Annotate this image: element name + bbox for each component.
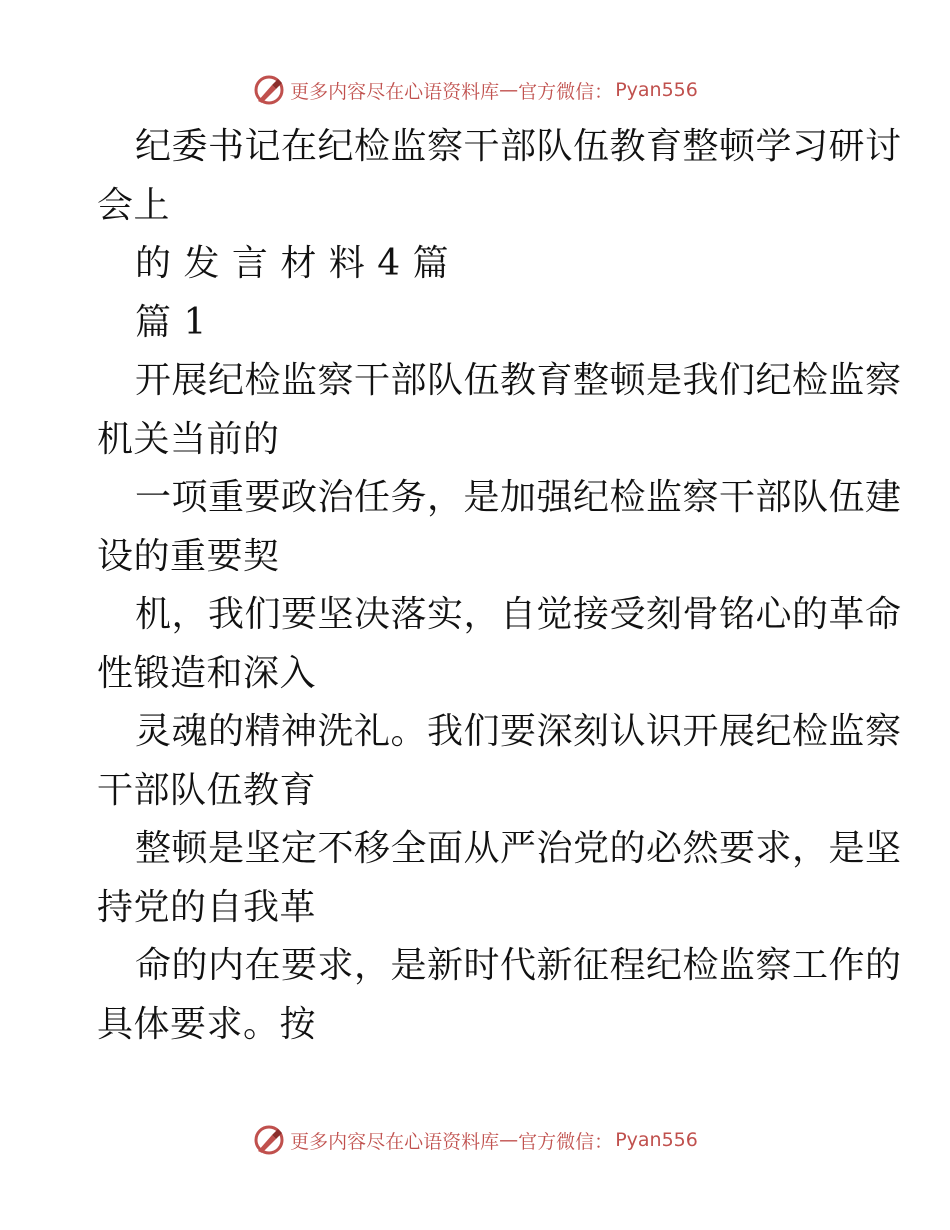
paragraph-line: 具体要求。按 xyxy=(97,1003,317,1045)
paragraph-line: 一项重要政治任务，是加强纪检监察干部队伍建 xyxy=(135,477,902,518)
document-title-line-3: 的 发 言 材 料 4 篇 xyxy=(135,243,450,284)
document-body xyxy=(97,118,902,1054)
footer-watermark xyxy=(0,1120,950,1160)
watermark-separator: — xyxy=(499,1129,519,1151)
paragraph-line: 设的重要契 xyxy=(97,535,280,577)
document-title-line-1: 纪委书记在纪检监察干部队伍教育整顿学习研讨 xyxy=(135,126,902,167)
paragraph-line: 性锻造和深入 xyxy=(97,652,317,694)
pen-logo-icon xyxy=(252,1123,286,1157)
section-heading: 篇 1 xyxy=(135,301,207,343)
watermark-wechat-label: 官方微信： xyxy=(518,80,614,103)
watermark-wechat-id: Pyan556 xyxy=(615,1129,698,1151)
pen-logo-icon xyxy=(252,73,286,107)
paragraph-line: 开展纪检监察干部队伍教育整顿是我们纪检监察 xyxy=(135,360,902,401)
paragraph-line: 命的内在要求，是新时代新征程纪检监察工作的 xyxy=(135,945,902,986)
paragraph-line: 机关当前的 xyxy=(97,418,280,460)
paragraph-line: 机，我们要坚决落实，自觉接受刻骨铭心的革命 xyxy=(135,594,902,635)
watermark-separator: — xyxy=(499,79,519,101)
document-title-line-2: 会上 xyxy=(97,184,171,226)
watermark-wechat-id: Pyan556 xyxy=(615,79,698,101)
paragraph-line: 干部队伍教育 xyxy=(97,769,317,811)
watermark-text: 更多内容尽在心语资料库 xyxy=(290,1130,500,1153)
paragraph-line: 灵魂的精神洗礼。我们要深刻认识开展纪检监察 xyxy=(135,711,902,752)
paragraph-line: 整顿是坚定不移全面从严治党的必然要求，是坚 xyxy=(135,828,902,869)
watermark-text: 更多内容尽在心语资料库 xyxy=(290,80,500,103)
paragraph-line: 持党的自我革 xyxy=(97,886,317,928)
watermark-wechat-label: 官方微信： xyxy=(518,1130,614,1153)
header-watermark xyxy=(0,70,950,110)
